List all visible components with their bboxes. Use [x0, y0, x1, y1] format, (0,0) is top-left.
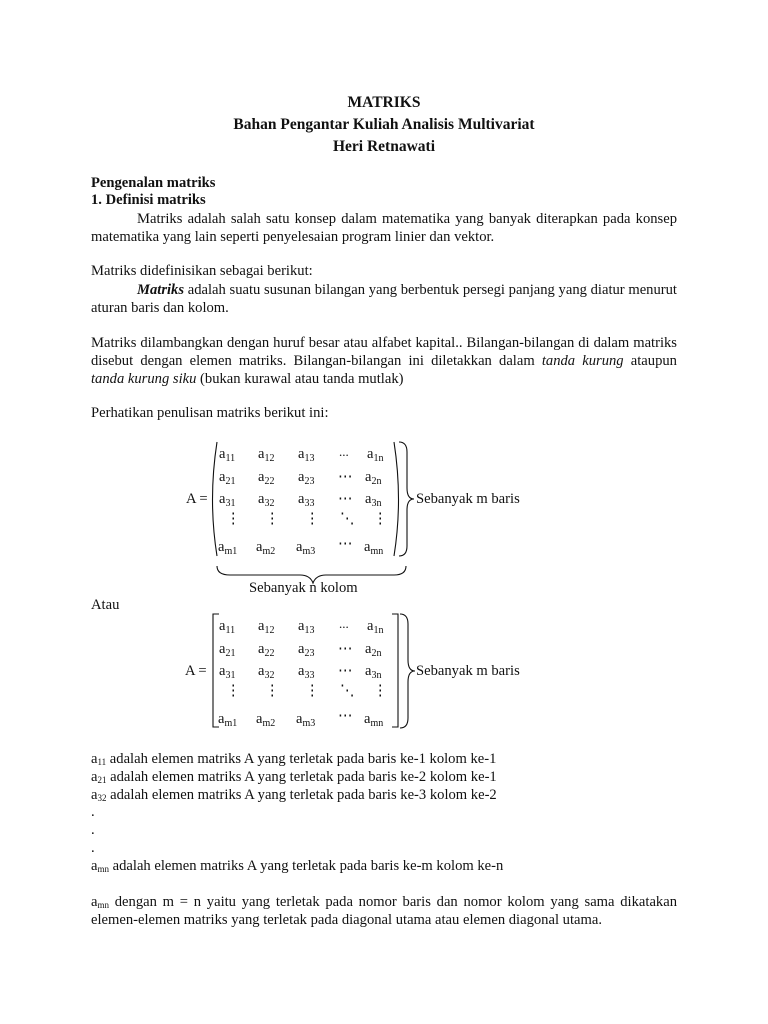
matrix-cell: $a_{22}$ [258, 469, 275, 487]
matrix-vdots: ⋮ [265, 511, 280, 527]
document-subtitle: Bahan Pengantar Kuliah Analisis Multivariat [233, 116, 535, 133]
matrix-cell: $a_{m3}$ [296, 711, 316, 729]
element-line: $a_{21}$ adalah elemen matriks A yang terletak pada baris ke-2 kolom ke-1 [91, 769, 497, 785]
matrix-cell: $a_{13}$ [298, 446, 315, 464]
matrix-cell: $a_{11}$ [219, 446, 236, 464]
ellipsis-dot: . [91, 822, 95, 838]
matrix-ddots: ⋱ [340, 511, 355, 527]
matrix-cell: $a_{33}$ [298, 491, 315, 509]
matrix-cell-dots: ⋯ [338, 491, 353, 507]
matrix-label-1: A = [186, 491, 208, 507]
element-line: $a_{mn}$ adalah elemen matriks A yang terletak pada baris ke-m kolom ke-n [91, 858, 504, 874]
matrix-cell: $a_{mn}$ [364, 711, 384, 729]
notice-text: Perhatikan penulisan matriks berikut ini: [91, 405, 329, 421]
matrix-cell: $a_{2n}$ [365, 469, 382, 487]
element-line: $a_{11}$ adalah elemen matriks A yang terletak pada baris ke-1 kolom ke-1 [91, 751, 497, 767]
intro-paragraph: Matriks adalah salah satu konsep dalam matematika yang banyak diterapkan pada konsep matematika yang lain seperti penyelesaian program linier dan vektor. [91, 211, 677, 245]
matrix-cell: $a_{12}$ [258, 446, 275, 464]
matrix-vdots: ⋮ [226, 683, 241, 699]
matrix-vdots: ⋮ [373, 683, 388, 699]
rows-label-1: Sebanyak m baris [416, 491, 520, 507]
matrix-cell-dots: ⋯ [338, 536, 353, 552]
document-author: Heri Retnawati [332, 138, 435, 155]
symbol-italic-2: tanda kurung siku [91, 371, 197, 387]
matrix-cell: $a_{3n}$ [365, 663, 382, 681]
matrix-cell-dots: ⋯ [338, 469, 353, 485]
left-parenthesis [213, 442, 218, 556]
rows-brace-2 [400, 614, 415, 728]
definition-text: adalah suatu susunan bilangan yang berbentuk persegi panjang yang diatur menurut aturan baris dan kolom. [91, 282, 677, 316]
atau-text: Atau [91, 597, 120, 613]
right-bracket [392, 614, 398, 727]
matrix-cell-dots: ⋯ [338, 663, 353, 679]
matrix-cell-dots: ... [339, 616, 349, 631]
document-title: MATRIKS [347, 94, 421, 111]
symbol-text-3: (bukan kurawal atau tanda mutlak) [196, 371, 404, 387]
matrix-cell: $a_{m1}$ [218, 711, 238, 729]
matrix-cell: $a_{2n}$ [365, 641, 382, 659]
matrix-cell: $a_{11}$ [219, 618, 236, 636]
ellipsis-dot: . [91, 840, 95, 856]
matrix-cell: $a_{m2}$ [256, 711, 276, 729]
definition-term: Matriks [137, 282, 185, 298]
matrix-cell: $a_{23}$ [298, 641, 315, 659]
ellipsis-dot: . [91, 804, 95, 820]
matrix-cell-dots: ⋯ [338, 708, 353, 724]
matrix-cell-dots: ⋯ [338, 641, 353, 657]
symbol-text-1: Matriks dilambangkan dengan huruf besar atau alfabet kapital.. Bilangan-bilangan di dalam matriks disebut dengan elemen matriks. Bilangan-bilangan ini diletakkan dalam [91, 335, 677, 369]
matrix-cell: $a_{m3}$ [296, 539, 316, 557]
matrix-cell: $a_{22}$ [258, 641, 275, 659]
matrix-cell: $a_{31}$ [219, 491, 236, 509]
matrix-vdots: ⋮ [265, 683, 280, 699]
matrix-cell: $a_{31}$ [219, 663, 236, 681]
matrix-cell: $a_{m2}$ [256, 539, 276, 557]
element-line: $a_{32}$ adalah elemen matriks A yang terletak pada baris ke-3 kolom ke-2 [91, 787, 497, 803]
diagonal-paragraph: $a_{mn}$ dengan m = n yaitu yang terletak pada nomor baris dan nomor kolom yang sama dikatakan elemen-elemen matriks yang terletak pada diagonal utama atau elemen diagonal utama. [91, 894, 677, 928]
section-heading: Pengenalan matriks [91, 175, 216, 191]
symbol-text-2: ataupun [623, 353, 677, 369]
matrix-cell: $a_{1n}$ [367, 446, 384, 464]
columns-label: Sebanyak n kolom [249, 580, 358, 596]
matrix-cell: $a_{1n}$ [367, 618, 384, 636]
rows-label-2: Sebanyak m baris [416, 663, 520, 679]
matrix-vdots: ⋮ [305, 511, 320, 527]
definition-lead: Matriks didefinisikan sebagai berikut: [91, 263, 313, 279]
matrix-cell: $a_{32}$ [258, 491, 275, 509]
matrix-cell: $a_{m1}$ [218, 539, 238, 557]
matrix-cell: $a_{mn}$ [364, 539, 384, 557]
matrix-ddots: ⋱ [340, 683, 355, 699]
matrix-vdots: ⋮ [305, 683, 320, 699]
matrix-vdots: ⋮ [226, 511, 241, 527]
matrix-cell: $a_{33}$ [298, 663, 315, 681]
symbol-italic-1: tanda kurung [541, 353, 624, 369]
matrix-vdots: ⋮ [373, 511, 388, 527]
right-parenthesis [394, 442, 399, 556]
matrix-cell: $a_{12}$ [258, 618, 275, 636]
subsection-heading: 1. Definisi matriks [91, 192, 206, 208]
matrix-cell: $a_{13}$ [298, 618, 315, 636]
matrix-cell-dots: ... [339, 444, 349, 459]
rows-brace-1 [399, 442, 414, 556]
matrix-cell: $a_{21}$ [219, 641, 236, 659]
matrix-cell: $a_{3n}$ [365, 491, 382, 509]
matrix-cell: $a_{23}$ [298, 469, 315, 487]
matrix-label-2: A = [185, 663, 207, 679]
matrix-cell: $a_{32}$ [258, 663, 275, 681]
matrix-cell: $a_{21}$ [219, 469, 236, 487]
